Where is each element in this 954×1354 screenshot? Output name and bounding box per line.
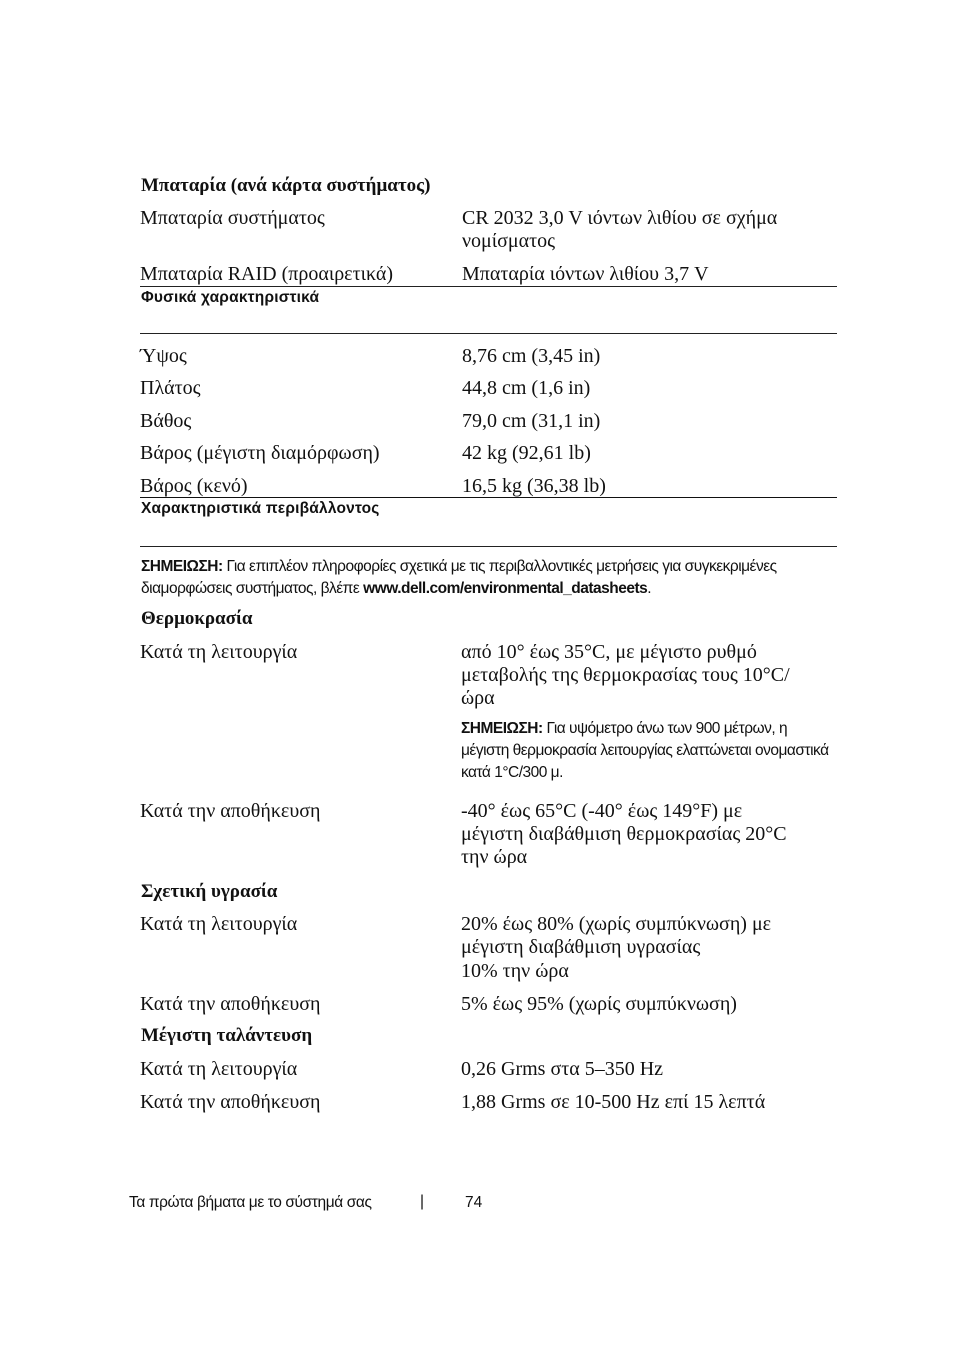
physical-width-value: 44,8 cm (1,6 in) bbox=[462, 377, 591, 399]
temperature-storage-value: -40° έως 65°C (-40° έως 149°F) με μέγιστη διαβάθμιση θερμοκρασίας 20°C την ώρα bbox=[461, 800, 787, 868]
physical-weight-max-value: 42 kg (92,61 lb) bbox=[462, 442, 591, 464]
physical-weight-empty-label: Βάρος (κενό) bbox=[140, 475, 248, 497]
temperature-note-text: Για υψόμετρο άνω των 900 μέτρων, η μέγιστη θερμοκρασία λειτουργίας ελαττώνεται ονομαστικά κατά 1°C/300 μ. bbox=[461, 720, 829, 781]
divider bbox=[140, 546, 837, 547]
divider bbox=[140, 286, 837, 287]
temperature-note bbox=[461, 718, 833, 784]
battery-raid-label: Μπαταρία RAID (προαιρετικά) bbox=[140, 263, 394, 285]
vibration-storage-value: 1,88 Grms σε 10-500 Hz επί 15 λεπτά bbox=[461, 1091, 766, 1113]
physical-height-value: 8,76 cm (3,45 in) bbox=[462, 345, 601, 367]
physical-depth-value: 79,0 cm (31,1 in) bbox=[462, 410, 601, 432]
battery-system-label: Μπαταρία συστήματος bbox=[140, 207, 325, 229]
physical-height-label: Ύψος bbox=[140, 345, 187, 367]
vibration-heading: Μέγιστη ταλάντευση bbox=[141, 1025, 313, 1046]
note-label: ΣΗΜΕΙΩΣΗ: bbox=[141, 558, 223, 575]
humidity-storage-label: Κατά την αποθήκευση bbox=[140, 993, 321, 1015]
physical-width-label: Πλάτος bbox=[140, 377, 201, 399]
humidity-operating-value: 20% έως 80% (χωρίς συμπύκνωση) με μέγιστη διαβάθμιση υγρασίας bbox=[461, 913, 772, 958]
vibration-operating-value: 0,26 Grms στα 5–350 Hz bbox=[461, 1058, 664, 1080]
physical-depth-label: Βάθος bbox=[140, 410, 192, 432]
page-number: 74 bbox=[465, 1194, 483, 1211]
temperature-operating-label: Κατά τη λειτουργία bbox=[140, 641, 298, 663]
divider bbox=[140, 497, 837, 498]
humidity-operating-value-rate: 10% την ώρα bbox=[461, 960, 569, 982]
physical-weight-max-label: Βάρος (μέγιστη διαμόρφωση) bbox=[140, 442, 380, 464]
note-text: Για επιπλέον πληροφορίες σχετικά με τις περιβαλλοντικές μετρήσεις για συγκεκριμένες διαμορφώσεις συστήματος, βλέπε bbox=[141, 558, 777, 597]
physical-weight-empty-value: 16,5 kg (36,38 lb) bbox=[462, 475, 606, 497]
battery-system-value: CR 2032 3,0 V ιόντων λιθίου σε σχήμα νομίσματος bbox=[462, 207, 778, 252]
environment-heading: Χαρακτηριστικά περιβάλλοντος bbox=[141, 500, 380, 517]
vibration-storage-label: Κατά την αποθήκευση bbox=[140, 1091, 321, 1113]
humidity-storage-value: 5% έως 95% (χωρίς συμπύκνωση) bbox=[461, 993, 737, 1015]
vibration-operating-label: Κατά τη λειτουργία bbox=[140, 1058, 298, 1080]
temperature-heading: Θερμοκρασία bbox=[141, 608, 253, 629]
footer-separator: | bbox=[420, 1193, 425, 1210]
temperature-storage-label: Κατά την αποθήκευση bbox=[140, 800, 321, 822]
humidity-heading: Σχετική υγρασία bbox=[141, 881, 278, 902]
physical-heading: Φυσικά χαρακτηριστικά bbox=[141, 289, 320, 306]
note-text-end: . bbox=[647, 580, 652, 597]
temperature-operating-value: από 10° έως 35°C, με μέγιστο ρυθμό μεταβολής της θερμοκρασίας τους 10°C/ώρα bbox=[461, 641, 790, 709]
temperature-note-label: ΣΗΜΕΙΩΣΗ: bbox=[461, 720, 543, 737]
battery-raid-value: Μπαταρία ιόντων λιθίου 3,7 V bbox=[462, 263, 709, 285]
footer-title: Τα πρώτα βήματα με το σύστημά σας bbox=[129, 1194, 372, 1211]
environment-note bbox=[141, 556, 831, 600]
battery-heading: Μπαταρία (ανά κάρτα συστήματος) bbox=[141, 175, 431, 196]
humidity-operating-label: Κατά τη λειτουργία bbox=[140, 913, 298, 935]
divider bbox=[140, 333, 837, 334]
note-link[interactable]: www.dell.com/environmental_datasheets bbox=[363, 580, 648, 597]
